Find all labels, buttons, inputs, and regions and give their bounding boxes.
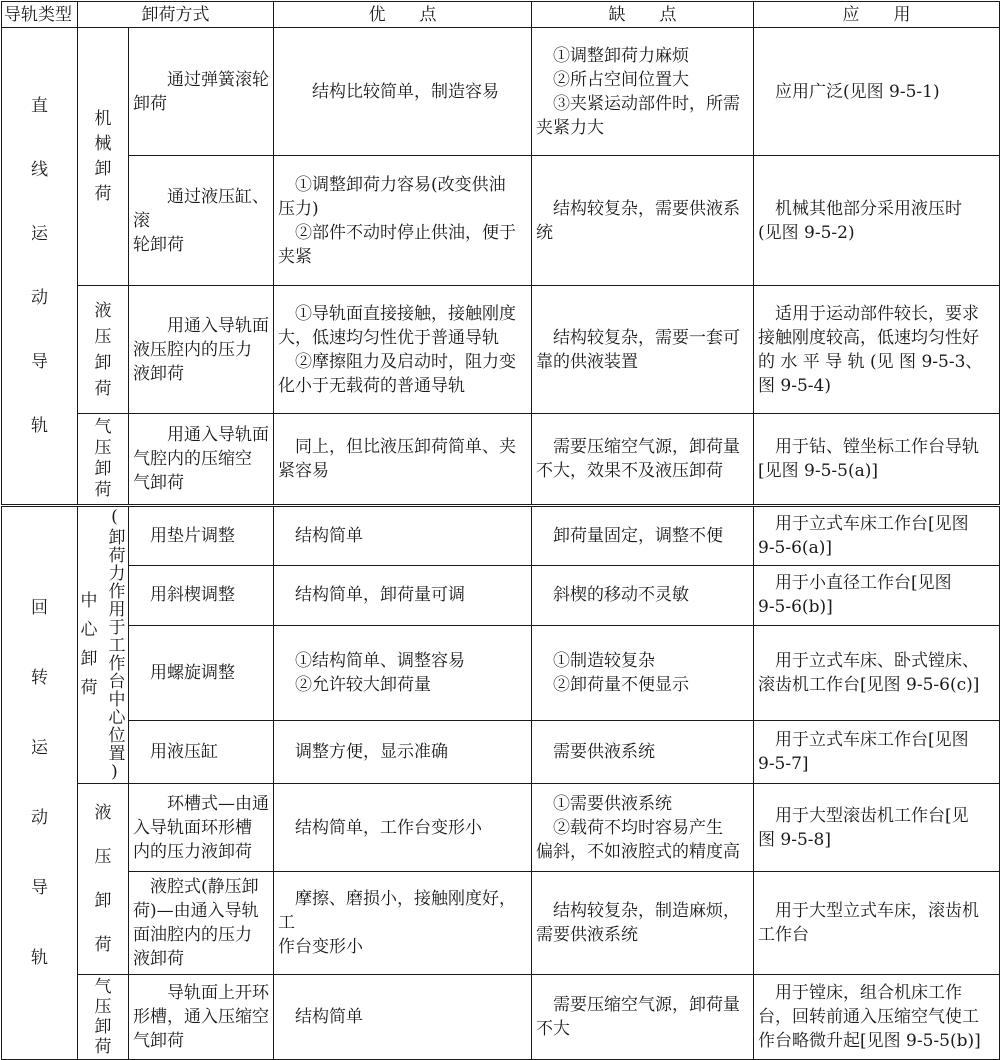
header-guide-type: 导轨类型 bbox=[2, 2, 78, 28]
cons-cell: ①调整卸荷力麻烦 ②所占空间位置大 ③夹紧运动部件时，所需 夹紧力大 bbox=[532, 28, 754, 156]
application-cell: 适用于运动部件较长，要求 接触刚度较高，低速均匀性好 的 水 平 导 轨 (见 图 9-5-3、 图 9-5-4) bbox=[754, 286, 1000, 414]
group-linear: 直 线 运 动 导 轨 bbox=[2, 28, 78, 506]
cons-cell: ①需要供液系统 ②载荷不均时容易产生 偏斜，不如液腔式的精度高 bbox=[532, 784, 754, 872]
header-method: 卸荷方式 bbox=[78, 2, 274, 28]
subgroup-center-note: (卸荷力作用于工作台中心位置) bbox=[104, 507, 125, 783]
method-cell: 通过弹簧滚轮 卸荷 bbox=[129, 28, 274, 156]
pros-cell: 结构简单，工作台变形小 bbox=[274, 784, 532, 872]
cons-cell: 结构较复杂，需要一套可 靠的供液装置 bbox=[532, 286, 754, 414]
table-row bbox=[2, 414, 1000, 506]
group-rotary: 回 转 运 动 导 轨 bbox=[2, 506, 78, 1060]
application-cell: 用于小直径工作台[见图 9-5-6(b)] bbox=[754, 566, 1000, 625]
subgroup-center-label: 中 心 卸 荷 bbox=[80, 591, 98, 698]
header-row bbox=[2, 2, 1000, 28]
method-cell: 用螺旋调整 bbox=[129, 625, 274, 721]
method-cell: 用液压缸 bbox=[129, 721, 274, 784]
pros-cell: 结构简单 bbox=[274, 506, 532, 566]
center-label-wrap bbox=[78, 507, 128, 783]
cons-cell: 斜楔的移动不灵敏 bbox=[532, 566, 754, 625]
method-cell: 用通入导轨面 气腔内的压缩空 气卸荷 bbox=[129, 414, 274, 506]
table-row bbox=[2, 286, 1000, 414]
unloading-methods-table bbox=[1, 1, 1000, 1060]
cons-cell: 结构较复杂，需要供液系 统 bbox=[532, 156, 754, 286]
method-cell: 通过液压缸、滚 轮卸荷 bbox=[129, 156, 274, 286]
application-cell: 用于镗床，组合机床工作 台，回转前通入压缩空气使工 作台略微升起[见图 9-5-5(b)] bbox=[754, 975, 1000, 1060]
table-row bbox=[2, 721, 1000, 784]
pros-cell: 同上，但比液压卸荷简单、夹 紧容易 bbox=[274, 414, 532, 506]
application-cell: 机械其他部分采用液压时 (见图 9-5-2) bbox=[754, 156, 1000, 286]
pros-cell: ①导轨面直接接触，接触刚度 大，低速均匀性优于普通导轨 ②摩擦阻力及启动时，阻力变 化小于无载荷的普通导轨 bbox=[274, 286, 532, 414]
header-cons: 缺 点 bbox=[532, 2, 754, 28]
table-row bbox=[2, 156, 1000, 286]
table-row bbox=[2, 28, 1000, 156]
subgroup-rotary-hydraulic: 液 压 卸 荷 bbox=[78, 784, 129, 975]
table-row bbox=[2, 872, 1000, 975]
table-row bbox=[2, 784, 1000, 872]
pros-cell: 结构比较简单，制造容易 bbox=[274, 28, 532, 156]
application-cell: 用于立式车床工作台[见图 9-5-6(a)] bbox=[754, 506, 1000, 566]
table-row bbox=[2, 506, 1000, 566]
method-cell: 导轨面上开环 形槽，通入压缩空 气卸荷 bbox=[129, 975, 274, 1060]
subgroup-center bbox=[78, 506, 129, 784]
table-row bbox=[2, 566, 1000, 625]
pros-cell: 结构简单，卸荷量可调 bbox=[274, 566, 532, 625]
cons-cell: 需要压缩空气源，卸荷量 不大，效果不及液压卸荷 bbox=[532, 414, 754, 506]
method-cell: 液腔式(静压卸 荷)—由通入导轨 面油腔内的压力 液卸荷 bbox=[129, 872, 274, 975]
subgroup-pneumatic: 气 压 卸 荷 bbox=[78, 414, 129, 506]
cons-cell: 卸荷量固定，调整不便 bbox=[532, 506, 754, 566]
cons-cell: 需要供液系统 bbox=[532, 721, 754, 784]
table-row bbox=[2, 975, 1000, 1060]
cons-cell: 需要压缩空气源，卸荷量 不大 bbox=[532, 975, 754, 1060]
application-cell: 用于立式车床、卧式镗床、 滚齿机工作台[见图 9-5-6(c)] bbox=[754, 625, 1000, 721]
pros-cell: ①调整卸荷力容易(改变供油 压力) ②部件不动时停止供油，便于 夹紧 bbox=[274, 156, 532, 286]
application-cell: 应用广泛(见图 9-5-1) bbox=[754, 28, 1000, 156]
subgroup-mechanical: 机 械 卸 荷 bbox=[78, 28, 129, 286]
application-cell: 用于钻、镗坐标工作台导轨 [见图 9-5-5(a)] bbox=[754, 414, 1000, 506]
cons-cell: ①制造较复杂 ②卸荷量不便显示 bbox=[532, 625, 754, 721]
pros-cell: 调整方便，显示准确 bbox=[274, 721, 532, 784]
method-cell: 环槽式—由通 入导轨面环形槽 内的压力液卸荷 bbox=[129, 784, 274, 872]
pros-cell: 结构简单 bbox=[274, 975, 532, 1060]
subgroup-hydraulic: 液 压 卸 荷 bbox=[78, 286, 129, 414]
pros-cell: 摩擦、磨损小，接触刚度好，工 作台变形小 bbox=[274, 872, 532, 975]
cons-cell: 结构较复杂，制造麻烦， 需要供液系统 bbox=[532, 872, 754, 975]
method-cell: 用垫片调整 bbox=[129, 506, 274, 566]
header-application: 应 用 bbox=[754, 2, 1000, 28]
method-cell: 用通入导轨面 液压腔内的压力 液卸荷 bbox=[129, 286, 274, 414]
method-cell: 用斜楔调整 bbox=[129, 566, 274, 625]
subgroup-rotary-pneumatic: 气 压 卸 荷 bbox=[78, 975, 129, 1060]
application-cell: 用于大型滚齿机工作台[见 图 9-5-8] bbox=[754, 784, 1000, 872]
table-row bbox=[2, 625, 1000, 721]
application-cell: 用于立式车床工作台[见图 9-5-7] bbox=[754, 721, 1000, 784]
header-pros: 优 点 bbox=[274, 2, 532, 28]
pros-cell: ①结构简单、调整容易 ②允许较大卸荷量 bbox=[274, 625, 532, 721]
application-cell: 用于大型立式车床，滚齿机 工作台 bbox=[754, 872, 1000, 975]
